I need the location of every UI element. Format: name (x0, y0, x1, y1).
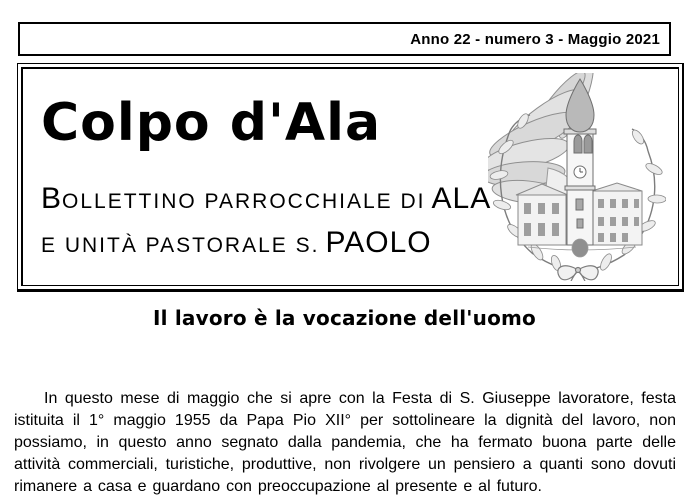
article-paragraph: In questo mese di maggio che si apre con la Festa di S. Giuseppe lavoratore, festa istituita il 1° maggio 1955 da Papa Pio XII° per sottolineare la dignità del lavoro, non possiamo, in questo anno segnato dalla pandemia, che ha fermato buona parte delle attività commerciali, turistiche, produttive, non rivolgere un pensiero a quanti sono dovuti rimanere a casa e guardano con preoccupazione al presente e al futuro. (14, 390, 676, 495)
article-heading: Il lavoro è la vocazione dell'uomo (152, 306, 536, 330)
masthead-box (17, 63, 684, 292)
subtitle-line-2 (41, 221, 491, 265)
masthead-inner-border (21, 67, 679, 286)
subtitle-smallcaps: OLLETTINO PARROCCHIALE DI (62, 190, 426, 213)
subtitle-line-1 (41, 177, 491, 221)
subtitle-saint-name: PAOLO (325, 226, 432, 259)
bulletin-title: Colpo d'Ala (41, 93, 382, 153)
winged-church-tower-icon (488, 73, 666, 281)
subtitle-smallcaps-2: E UNITÀ PASTORALE S. (41, 234, 320, 257)
issue-info-text: Anno 22 - numero 3 - Maggio 2021 (410, 30, 660, 48)
issue-info-box (18, 22, 671, 56)
subtitle-place-name: ALA (431, 182, 492, 215)
bulletin-subtitle (41, 177, 491, 265)
subtitle-lead-cap: B (41, 182, 63, 215)
